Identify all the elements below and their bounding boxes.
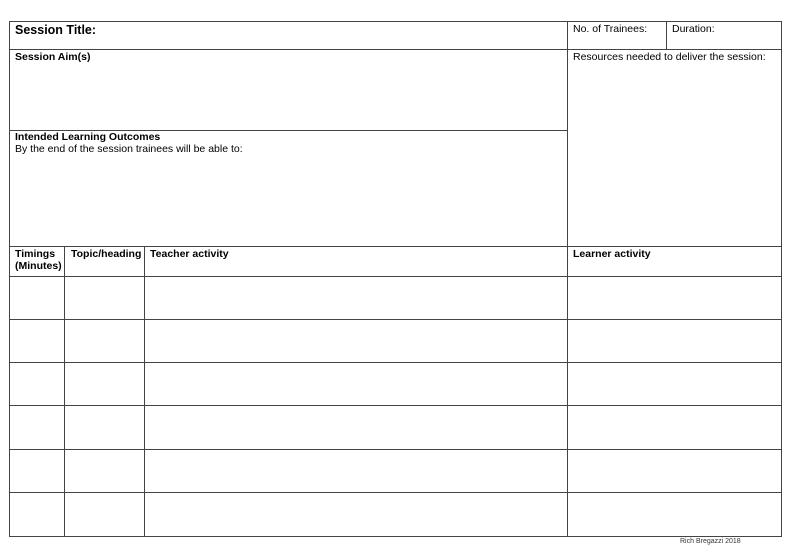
learner-activity-cell[interactable] — [573, 365, 780, 403]
topic-cell[interactable] — [70, 408, 142, 447]
aims-label: Session Aim(s) — [15, 51, 91, 63]
teacher-activity-cell[interactable] — [150, 322, 565, 360]
timings-header — [15, 248, 62, 272]
table-row-divider — [9, 405, 782, 406]
timings-cell[interactable] — [15, 365, 62, 403]
teacher-activity-header: Teacher activity — [150, 248, 229, 260]
teacher-activity-cell[interactable] — [150, 452, 565, 490]
table-col-divider-timings — [64, 246, 65, 537]
timings-cell[interactable] — [15, 279, 62, 317]
learner-activity-cell[interactable] — [573, 495, 780, 535]
learner-activity-cell[interactable] — [573, 452, 780, 490]
resources-label: Resources needed to deliver the session: — [573, 51, 766, 63]
table-row-divider — [9, 492, 782, 493]
table-row-divider — [9, 362, 782, 363]
outcomes-intro: By the end of the session trainees will be able to: — [15, 143, 243, 155]
timings-cell[interactable] — [15, 452, 62, 490]
header-row-divider — [9, 49, 782, 50]
teacher-activity-cell[interactable] — [150, 365, 565, 403]
table-top-border — [9, 246, 782, 247]
table-col-divider-topic — [144, 246, 145, 537]
learner-activity-cell[interactable] — [573, 322, 780, 360]
timings-cell[interactable] — [15, 495, 62, 535]
teacher-activity-cell[interactable] — [150, 279, 565, 317]
topic-header: Topic/heading — [71, 248, 142, 260]
table-row-divider — [9, 449, 782, 450]
timings-cell[interactable] — [15, 322, 62, 360]
learner-activity-cell[interactable] — [573, 279, 780, 317]
teacher-activity-cell[interactable] — [150, 495, 565, 535]
timings-cell[interactable] — [15, 408, 62, 447]
topic-cell[interactable] — [70, 365, 142, 403]
table-col-divider-teacher — [567, 246, 568, 537]
learner-activity-cell[interactable] — [573, 408, 780, 447]
topic-cell[interactable] — [70, 495, 142, 535]
learner-activity-header: Learner activity — [573, 248, 651, 260]
topic-cell[interactable] — [70, 322, 142, 360]
topic-cell[interactable] — [70, 279, 142, 317]
table-header-divider — [9, 276, 782, 277]
title-trainees-divider — [567, 21, 568, 247]
topic-cell[interactable] — [70, 452, 142, 490]
timings-header-line2: (Minutes) — [15, 260, 62, 272]
table-row-divider — [9, 319, 782, 320]
outcomes-label: Intended Learning Outcomes — [15, 131, 161, 143]
trainees-label: No. of Trainees: — [573, 23, 648, 35]
session-title-label: Session Title: — [15, 23, 97, 37]
teacher-activity-cell[interactable] — [150, 408, 565, 447]
duration-label: Duration: — [672, 23, 715, 35]
trainees-duration-divider — [666, 21, 667, 49]
footer-credit: Rich Bregazzi 2018 — [680, 538, 741, 545]
timings-header-line1: Timings — [15, 248, 56, 260]
